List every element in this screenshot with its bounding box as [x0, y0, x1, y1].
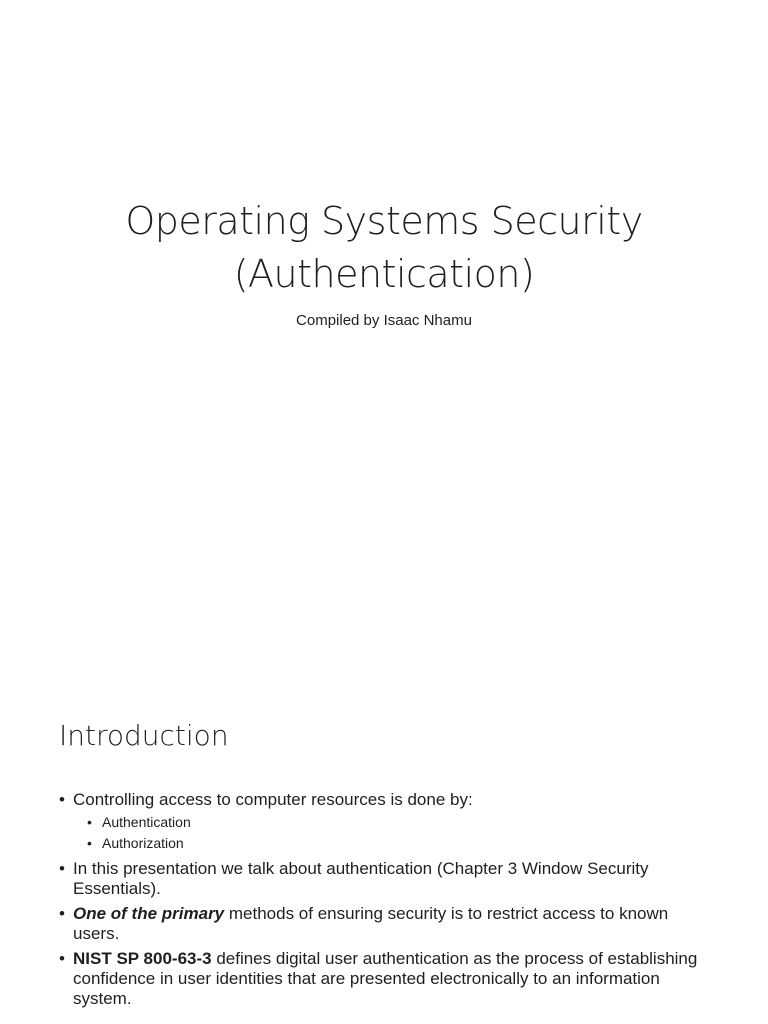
- slide-subtitle: Compiled by Isaac Nhamu: [296, 312, 472, 329]
- bullet-text: In this presentation we talk about authentication (Chapter 3 Window Security Essentials).: [73, 859, 649, 898]
- introduction-slide: [0, 693, 768, 1024]
- bullet-item: [59, 859, 719, 899]
- bullet-item: [59, 790, 719, 854]
- bullet-text: Controlling access to computer resources is done by:: [73, 790, 473, 809]
- bullet-list: [59, 790, 719, 1014]
- bullet-emphasis: One of the primary: [73, 904, 225, 923]
- bullet-item: [59, 949, 719, 1009]
- sub-bullet-item: • Authorization: [87, 833, 719, 854]
- bullet-emphasis: NIST SP 800-63-3: [73, 949, 212, 968]
- slide-title-line-2: (Authentication): [233, 252, 535, 296]
- sub-bullet-item: • Authentication: [87, 812, 719, 833]
- slide-title: [0, 195, 768, 301]
- bullet-item: [59, 904, 719, 944]
- bullet-text: defines digital user authentication as the process of establishing confidence in user identities that are presented electronically to an information system.: [73, 949, 698, 1008]
- section-heading: Introduction: [59, 719, 229, 752]
- slide-title-line-1: Operating Systems Security: [125, 199, 643, 243]
- sub-bullet-list: [73, 812, 719, 854]
- bullet-text: methods of ensuring security is to restrict access to known users.: [73, 904, 669, 943]
